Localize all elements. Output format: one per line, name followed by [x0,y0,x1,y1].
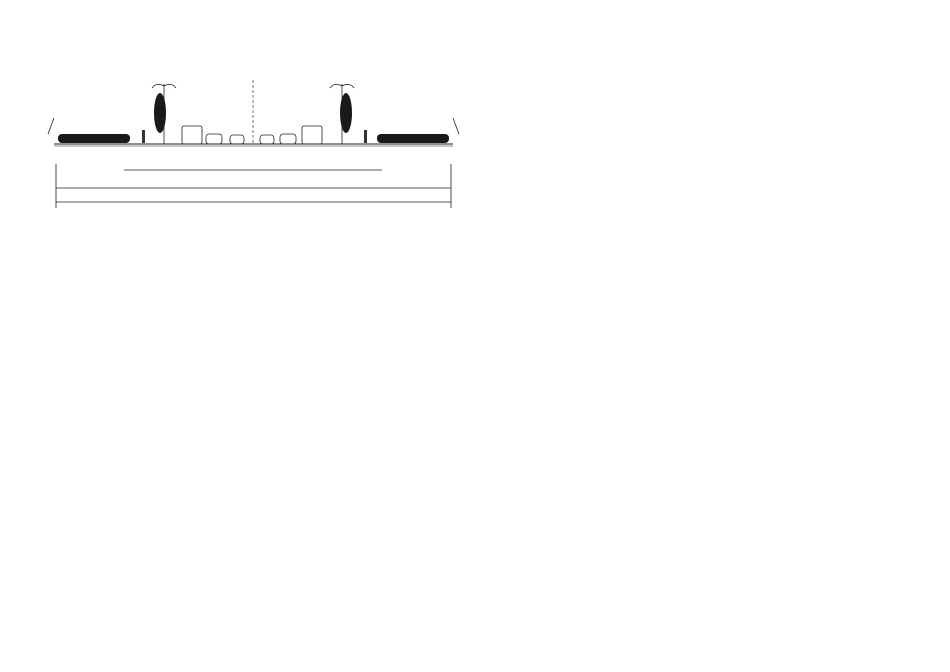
right-tree [340,93,352,133]
bus-left [182,126,202,144]
left-shrubs [58,134,130,143]
left-slope-line [48,118,54,134]
vehicles [182,126,322,144]
pedestrian-right [364,130,367,143]
car-4 [280,134,296,144]
pedestrian-left [142,130,145,143]
left-tree [154,93,166,133]
car-3 [260,135,274,144]
car-1 [206,134,222,144]
pedestrians [142,130,367,143]
car-2 [230,135,244,144]
cross-section-drawing [46,78,461,250]
bus-right [302,126,322,144]
right-slope-line [453,118,459,134]
right-shrubs [377,134,449,143]
road-cross-section-figure [46,78,461,250]
vegetation [58,93,449,143]
